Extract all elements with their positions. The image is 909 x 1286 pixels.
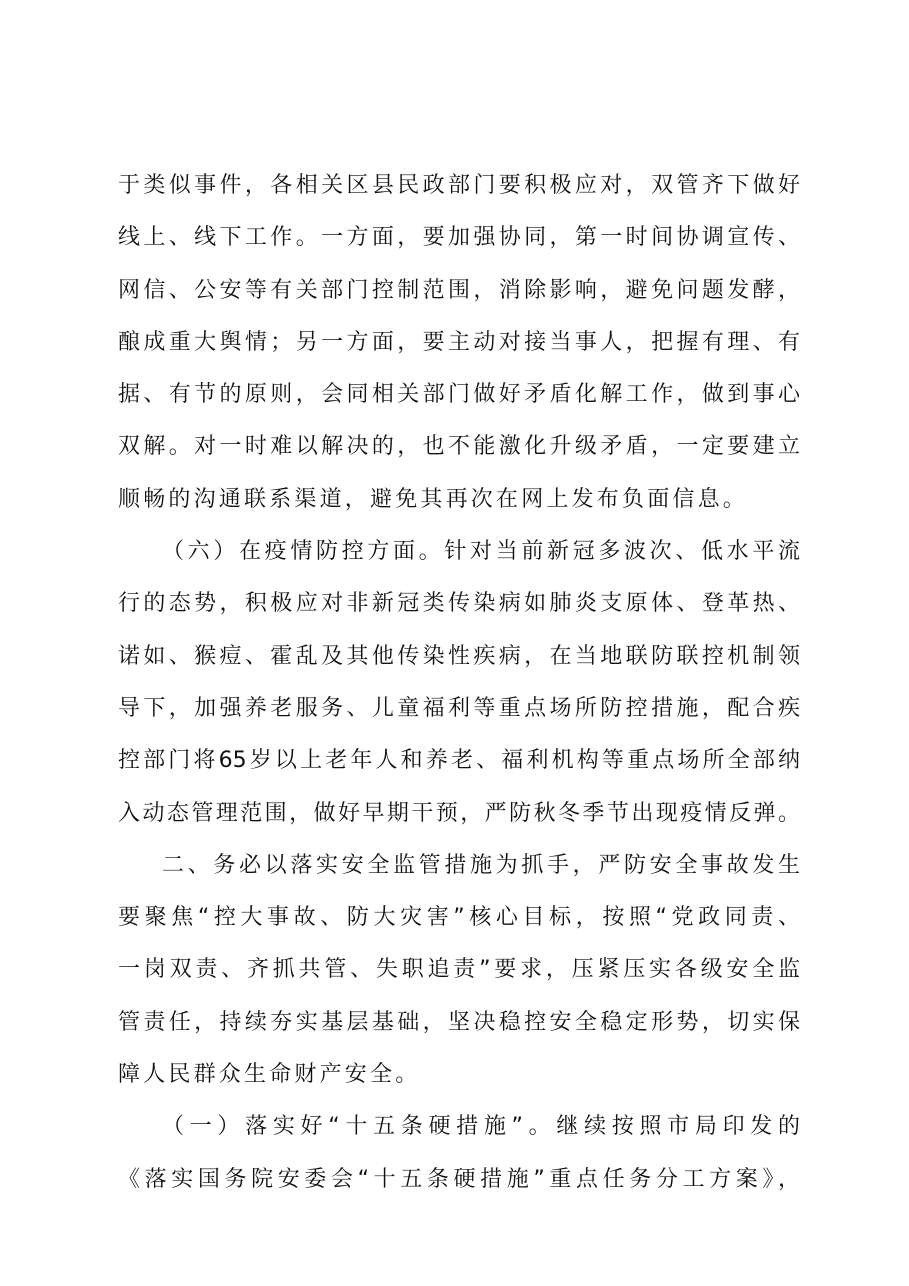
text-line: 顺畅的沟通联系渠道，避免其再次在网上发布负面信息。 bbox=[118, 486, 749, 512]
text-line: 管责任，持续夯实基层基础，坚决稳控安全稳定形势，切实保 bbox=[118, 1009, 800, 1035]
text-line: 行的态势，积极应对非新冠类传染病如肺炎支原体、登革热、 bbox=[118, 591, 800, 617]
text-line: 导下，加强养老服务、儿童福利等重点场所防控措施，配合疾 bbox=[118, 695, 800, 721]
text-line: 据、有节的原则，会同相关部门做好矛盾化解工作，做到事心 bbox=[118, 382, 800, 408]
text-line: 控部门将65岁以上老年人和养老、福利机构等重点场所全部纳 bbox=[118, 748, 800, 774]
text-line: 网信、公安等有关部门控制范围，消除影响，避免问题发酵， bbox=[118, 277, 800, 303]
text-line: 线上、线下工作。一方面，要加强协同，第一时间协调宣传、 bbox=[118, 225, 800, 251]
paragraph-heading: （一）落实好“十五条硬措施”。继续按照市局印发的 bbox=[162, 1114, 800, 1140]
text-line: 要聚焦“控大事故、防大灾害”核心目标，按照“党政同责、 bbox=[118, 905, 800, 931]
paragraph-heading: （六）在疫情防控方面。针对当前新冠多波次、低水平流 bbox=[162, 539, 800, 565]
document-body bbox=[118, 160, 800, 1206]
text-line: 于类似事件，各相关区县民政部门要积极应对，双管齐下做好 bbox=[118, 173, 800, 198]
text-line: 《落实国务院安委会“十五条硬措施”重点任务分工方案》， bbox=[118, 1166, 800, 1192]
section-heading: 二、务必以落实安全监管措施为抓手，严防安全事故发生 bbox=[162, 852, 800, 878]
text-line: 障人民群众生命财产安全。 bbox=[118, 1062, 421, 1088]
text-line: 入动态管理范围，做好早期干预，严防秋冬季节出现疫情反弹。 bbox=[118, 800, 800, 826]
text-line: 双解。对一时难以解决的，也不能激化升级矛盾，一定要建立 bbox=[118, 434, 800, 460]
text-line: 诺如、猴痘、霍乱及其他传染性疾病，在当地联防联控机制领 bbox=[118, 643, 800, 669]
text-line: 一岗双责、齐抓共管、失职追责”要求，压紧压实各级安全监 bbox=[118, 957, 800, 983]
text-line: 酿成重大舆情；另一方面，要主动对接当事人，把握有理、有 bbox=[118, 329, 800, 355]
